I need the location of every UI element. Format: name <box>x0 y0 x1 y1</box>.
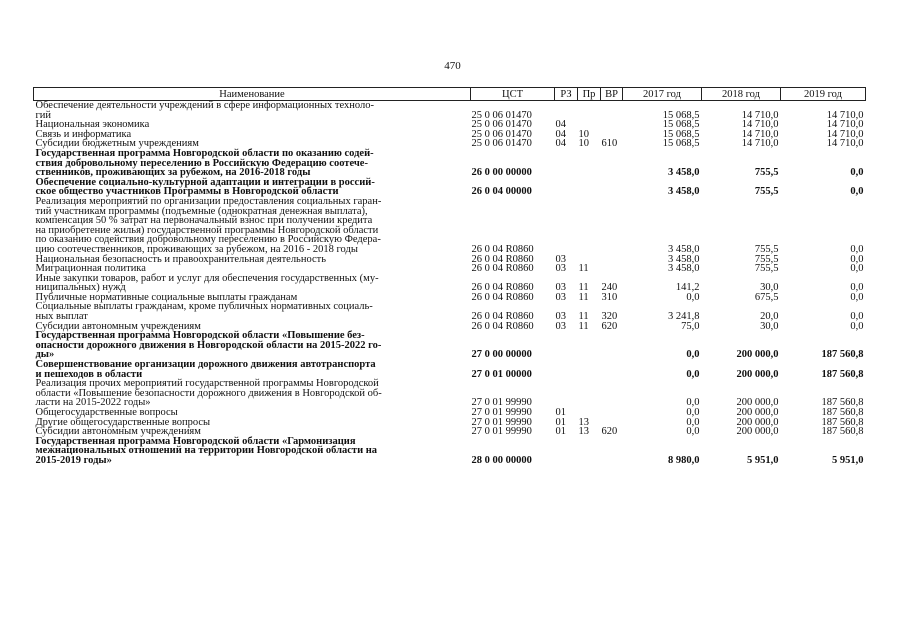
cell-y2018: 14 710,0 <box>741 119 779 131</box>
cell-y2017: 0,0 <box>686 416 700 428</box>
cell-cst: 25 0 06 01470 <box>471 138 532 150</box>
cell-pr <box>578 178 601 197</box>
cell-y2017: 3 458,0 <box>668 263 700 275</box>
cell-rz: 04 <box>555 128 566 140</box>
table-row <box>34 149 866 178</box>
cell-vr: 310 <box>601 291 618 303</box>
header-pr: Пр <box>578 88 601 101</box>
header-2018: 2018 год <box>702 88 781 101</box>
cell-y2019: 187 560,8 <box>821 416 864 428</box>
cell-y2017: 3 458,0 <box>668 186 700 198</box>
header-rz: РЗ <box>555 88 578 101</box>
cell-vr <box>601 437 623 466</box>
row-name-line: межнациональных отношений на территории Новгородской области на <box>35 445 378 457</box>
row-name-line: области «Повышение безопасности дорожного движения в Новгородской об- <box>35 387 382 399</box>
cell-cst: 26 0 04 R0860 <box>471 253 534 265</box>
row-name-line: Обеспечение деятельности учреждений в сфере информационных техноло- <box>35 100 374 111</box>
table-row <box>34 379 866 408</box>
cell-y2019: 187 560,8 <box>821 426 864 438</box>
row-name-line: Национальная экономика <box>35 119 150 131</box>
row-name-line: по оказанию содействия добровольному переселению в Российскую Федера- <box>35 234 381 246</box>
row-name-line: Иные закупки товаров, работ и услуг для обеспечения государственных (му- <box>35 272 379 284</box>
cell-y2018: 755,5 <box>754 263 779 275</box>
row-name <box>34 379 471 408</box>
row-name-line: ствия добровольному переселению в Российскую Федерацию соотече- <box>35 157 368 169</box>
cell-y2017: 0,0 <box>686 397 700 409</box>
table-header <box>34 88 866 101</box>
cell-vr <box>601 120 623 130</box>
cell-cst: 27 0 01 00000 <box>471 368 532 380</box>
cell-y2018: 30,0 <box>760 320 779 332</box>
row-name <box>34 149 471 178</box>
cell-pr <box>578 331 601 360</box>
cell-cst: 27 0 00 00000 <box>471 349 532 361</box>
cell-cst: 25 0 06 01470 <box>471 109 532 121</box>
cell-vr <box>601 331 623 360</box>
cell-y2018: 200 000,0 <box>736 426 779 438</box>
table-row <box>34 331 866 360</box>
cell-y2018: 20,0 <box>760 311 779 323</box>
cell-pr <box>578 437 601 466</box>
cell-vr: 240 <box>601 282 618 294</box>
cell-y2017: 0,0 <box>686 349 700 361</box>
row-name-line: Связь и информатика <box>35 128 132 140</box>
row-name-line: и пешеходов в области <box>35 368 143 380</box>
row-name-line: компенсация 50 % затрат на первоначальный взнос при получении кредита <box>35 215 373 227</box>
cell-cst: 25 0 06 01470 <box>471 119 532 131</box>
cell-cst: 27 0 01 99990 <box>471 407 532 418</box>
row-name-line: Государственная программа Новгородской области «Повышение без- <box>35 330 365 342</box>
cell-y2018: 200 000,0 <box>736 397 779 409</box>
cell-vr: 320 <box>601 311 618 323</box>
row-name-line: Публичные нормативные социальные выплаты гражданам <box>35 291 298 303</box>
cell-vr <box>601 178 623 197</box>
cell-y2018: 755,5 <box>754 253 779 265</box>
row-name-line: ниципальных) нужд <box>35 282 126 294</box>
cell-pr <box>578 379 601 408</box>
row-name-line: Обеспечение социально-культурной адаптации и интеграции в россий- <box>35 176 375 188</box>
cell-rz <box>555 379 578 408</box>
cell-rz <box>555 101 578 121</box>
row-name <box>34 178 471 197</box>
row-name-line: ды» <box>35 349 55 361</box>
cell-y2019: 0,0 <box>850 263 864 275</box>
cell-pr: 13 <box>578 426 589 438</box>
row-name-line: гий <box>35 109 52 121</box>
cell-y2019: 187 560,8 <box>821 349 864 361</box>
cell-cst: 26 0 04 R0860 <box>471 282 534 294</box>
row-name-line: Другие общегосударственные вопросы <box>35 416 211 428</box>
cell-y2017: 0,0 <box>686 291 700 303</box>
cell-y2018: 755,5 <box>754 186 779 198</box>
header-name: Наименование <box>34 88 471 101</box>
cell-y2017: 0,0 <box>686 368 700 380</box>
cell-y2017: 15 068,5 <box>662 119 700 131</box>
cell-y2017: 15 068,5 <box>662 109 700 121</box>
header-cst: ЦСТ <box>471 88 555 101</box>
cell-rz: 03 <box>555 320 566 332</box>
row-name <box>34 274 471 293</box>
row-name-line: Субсидии автономным учреждениям <box>35 320 201 332</box>
cell-y2018: 5 951,0 <box>747 454 779 466</box>
cell-cst: 28 0 00 00000 <box>471 454 532 466</box>
cell-rz: 04 <box>555 119 566 131</box>
cell-y2017: 8 980,0 <box>668 454 700 466</box>
row-name-line: Социальные выплаты гражданам, кроме публичных нормативных социаль- <box>35 301 373 313</box>
cell-vr <box>601 101 623 121</box>
cell-y2018: 30,0 <box>760 282 779 294</box>
cell-y2019: 0,0 <box>850 167 864 179</box>
cell-y2017: 15 068,5 <box>662 128 700 140</box>
cell-cst: 26 0 00 00000 <box>471 167 532 179</box>
cell-y2018: 755,5 <box>754 243 779 255</box>
cell-y2017: 75,0 <box>681 320 700 332</box>
row-name-line: Государственная программа Новгородской области по оказанию содей- <box>35 147 374 159</box>
cell-pr: 10 <box>578 138 589 150</box>
cell-y2018: 14 710,0 <box>741 138 779 150</box>
cell-cst: 26 0 04 R0860 <box>471 243 534 255</box>
cell-y2019: 187 560,8 <box>821 407 864 418</box>
cell-y2019: 0,0 <box>850 186 864 198</box>
cell-y2019: 187 560,8 <box>821 397 864 409</box>
cell-y2018: 200 000,0 <box>736 349 779 361</box>
cell-vr <box>601 379 623 408</box>
header-2017: 2017 год <box>623 88 702 101</box>
cell-cst: 26 0 04 R0860 <box>471 311 534 323</box>
cell-rz <box>555 149 578 178</box>
row-name-line: Субсидии автономным учреждениям <box>35 426 201 438</box>
row-name <box>34 331 471 360</box>
cell-cst: 25 0 06 01470 <box>471 128 532 140</box>
cell-y2019: 0,0 <box>850 282 864 294</box>
cell-vr: 610 <box>601 138 618 150</box>
cell-vr <box>601 149 623 178</box>
cell-rz <box>555 178 578 197</box>
cell-vr: 620 <box>601 320 618 332</box>
row-name <box>34 302 471 321</box>
cell-pr <box>578 149 601 178</box>
cell-rz: 03 <box>555 263 566 275</box>
row-name-line: Общегосударственные вопросы <box>35 407 178 418</box>
cell-y2019: 0,0 <box>850 320 864 332</box>
cell-cst: 27 0 01 99990 <box>471 397 532 409</box>
cell-y2018: 675,5 <box>754 291 779 303</box>
row-name-line: ных выплат <box>35 311 88 323</box>
row-name-line: Совершенствование организации дорожного движения автотранспорта <box>35 359 376 371</box>
table-row <box>34 197 866 255</box>
table-row <box>34 360 866 379</box>
row-name-line: цию соотечественников, проживающих за рубежом, на 2016 - 2018 годы <box>35 243 358 255</box>
row-name-line: Субсидии бюджетным учреждениям <box>35 138 199 150</box>
cell-cst: 27 0 01 99990 <box>471 426 532 438</box>
cell-rz: 01 <box>555 426 566 438</box>
header-vr: ВР <box>601 88 623 101</box>
table-row <box>34 274 866 293</box>
cell-y2017: 0,0 <box>686 426 700 438</box>
cell-vr: 620 <box>601 426 618 438</box>
cell-pr: 13 <box>578 416 589 428</box>
cell-rz <box>555 197 578 255</box>
cell-y2019: 14 710,0 <box>826 109 864 121</box>
cell-y2019: 0,0 <box>850 253 864 265</box>
row-name <box>34 360 471 379</box>
row-name-line: Национальная безопасность и правоохранительная деятельность <box>35 253 327 265</box>
cell-y2017: 15 068,5 <box>662 138 700 150</box>
table-row <box>34 437 866 466</box>
row-name-line: ласти на 2015-2022 годы» <box>35 397 151 409</box>
row-name <box>34 437 471 466</box>
cell-vr <box>601 360 623 379</box>
row-name-line: Государственная программа Новгородской области «Гармонизация <box>35 435 356 447</box>
cell-pr <box>578 197 601 255</box>
cell-rz <box>555 437 578 466</box>
cell-pr: 11 <box>578 263 589 275</box>
cell-rz: 01 <box>555 416 566 428</box>
cell-y2018: 200 000,0 <box>736 407 779 418</box>
cell-cst: 26 0 04 R0860 <box>471 320 534 332</box>
cell-pr: 11 <box>578 291 589 303</box>
cell-rz: 01 <box>555 407 566 418</box>
row-name-line: ское общество участников Программы в Новгородской области <box>35 186 339 198</box>
cell-y2017: 0,0 <box>686 407 700 418</box>
row-name-line: тий участникам программы (подъемные (однократная денежная выплата), <box>35 205 368 217</box>
cell-y2017: 3 458,0 <box>668 243 700 255</box>
cell-y2019: 0,0 <box>850 243 864 255</box>
cell-rz: 03 <box>555 291 566 303</box>
cell-y2018: 755,5 <box>754 167 779 179</box>
cell-cst: 26 0 04 R0860 <box>471 263 534 275</box>
row-name-line: опасности дорожного движения в Новгородской области на 2015-2022 го- <box>35 339 382 351</box>
cell-rz: 03 <box>555 253 566 265</box>
table-row <box>34 101 866 121</box>
cell-vr <box>601 197 623 255</box>
cell-rz <box>555 360 578 379</box>
cell-y2019: 14 710,0 <box>826 119 864 131</box>
cell-cst: 26 0 04 00000 <box>471 186 532 198</box>
row-name-line: Реализация мероприятий по организации предоставления социальных гаран- <box>35 195 382 207</box>
table-body <box>34 101 866 466</box>
cell-y2017: 3 458,0 <box>668 167 700 179</box>
cell-pr <box>578 101 601 121</box>
cell-y2019: 0,0 <box>850 291 864 303</box>
cell-y2019: 5 951,0 <box>832 454 864 466</box>
cell-pr: 11 <box>578 320 589 332</box>
cell-y2018: 14 710,0 <box>741 128 779 140</box>
cell-y2019: 14 710,0 <box>826 128 864 140</box>
cell-pr: 11 <box>578 282 589 294</box>
cell-vr <box>601 255 623 265</box>
row-name-line: 2015-2019 годы» <box>35 454 112 466</box>
cell-rz: 03 <box>555 311 566 323</box>
cell-cst: 27 0 01 99990 <box>471 416 532 428</box>
cell-y2017: 3 241,8 <box>668 311 700 323</box>
row-name-line: Миграционная политика <box>35 263 146 275</box>
cell-y2019: 14 710,0 <box>826 138 864 150</box>
header-2019: 2019 год <box>781 88 866 101</box>
cell-y2017: 3 458,0 <box>668 253 700 265</box>
cell-y2019: 0,0 <box>850 311 864 323</box>
row-name <box>34 101 471 121</box>
cell-y2018: 200 000,0 <box>736 416 779 428</box>
cell-rz: 03 <box>555 282 566 294</box>
table-row <box>34 302 866 321</box>
cell-pr <box>578 360 601 379</box>
cell-cst: 26 0 04 R0860 <box>471 291 534 303</box>
row-name <box>34 197 471 255</box>
page-number: 470 <box>444 60 461 72</box>
cell-y2017: 141,2 <box>675 282 700 294</box>
cell-rz: 04 <box>555 138 566 150</box>
row-name-line: на приобретение жилья) государственной программы Новгородской области <box>35 224 379 236</box>
row-name-line: ственников, проживающих за рубежом, на 2016-2018 годы <box>35 167 311 179</box>
table-row <box>34 255 866 265</box>
cell-y2018: 200 000,0 <box>736 368 779 380</box>
cell-pr: 10 <box>578 128 589 140</box>
cell-y2018: 14 710,0 <box>741 109 779 121</box>
cell-rz <box>555 331 578 360</box>
cell-vr <box>601 264 623 274</box>
table-row <box>34 178 866 197</box>
cell-vr <box>601 408 623 418</box>
budget-table <box>33 87 866 466</box>
row-name-line: Реализация прочих мероприятий государственной программы Новгородской <box>35 378 379 390</box>
table-row <box>34 120 866 130</box>
cell-y2019: 187 560,8 <box>821 368 864 380</box>
cell-pr: 11 <box>578 311 589 323</box>
